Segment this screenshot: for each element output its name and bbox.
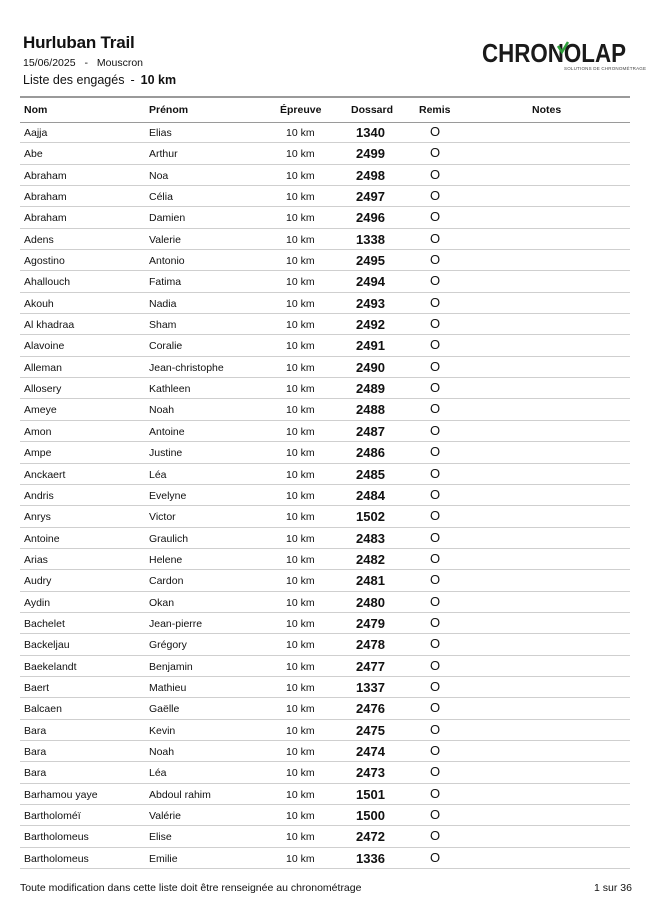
- cell-epreuve: 10 km: [286, 553, 315, 566]
- cell-prenom: Kevin: [149, 724, 176, 737]
- cell-nom: Abraham: [24, 169, 67, 182]
- cell-prenom: Evelyne: [149, 489, 187, 502]
- cell-prenom: Damien: [149, 212, 186, 225]
- cell-epreuve: 10 km: [286, 191, 315, 204]
- cell-remis-mark: O: [430, 124, 441, 139]
- cell-prenom: Graulich: [149, 532, 189, 545]
- cell-nom: Backeljau: [24, 639, 70, 652]
- cell-prenom: Grégory: [149, 639, 187, 652]
- cell-epreuve: 10 km: [286, 745, 315, 758]
- cell-remis-mark: O: [430, 700, 441, 716]
- cell-prenom: Mathieu: [149, 681, 187, 694]
- table-row: [20, 271, 630, 292]
- cell-epreuve: 10 km: [286, 681, 315, 694]
- cell-prenom: Noah: [149, 745, 175, 758]
- cell-nom: Alleman: [24, 361, 62, 374]
- cell-nom: Audry: [24, 575, 52, 588]
- logo-wordmark: CHRONOLAP: [482, 38, 626, 68]
- table-row: [20, 762, 630, 783]
- cell-dossard: 2490: [356, 359, 385, 375]
- cell-remis-mark: O: [430, 337, 441, 353]
- cell-dossard: 2497: [356, 189, 385, 205]
- cell-remis-mark: O: [430, 807, 441, 822]
- footer-note: Toute modification dans cette liste doit être renseignée au chronométrage: [20, 882, 362, 894]
- cell-prenom: Justine: [149, 447, 183, 460]
- cell-prenom: Coralie: [149, 340, 183, 353]
- cell-epreuve: 10 km: [286, 404, 315, 417]
- table-row: [20, 122, 630, 143]
- cell-remis-mark: O: [430, 785, 441, 801]
- event-date: 15/06/2025: [23, 57, 76, 69]
- table-row: [20, 357, 630, 378]
- table-row: [20, 143, 630, 164]
- table-row: [20, 528, 630, 549]
- cell-epreuve: 10 km: [286, 810, 315, 822]
- cell-prenom: Léa: [149, 468, 167, 481]
- cell-epreuve: 10 km: [286, 489, 315, 502]
- table-row: [20, 741, 630, 762]
- cell-nom: Anrys: [24, 511, 51, 524]
- cell-epreuve: 10 km: [286, 212, 315, 225]
- cell-remis-mark: O: [430, 614, 441, 630]
- table-row: [20, 207, 630, 228]
- table-row: [20, 378, 630, 399]
- cell-dossard: 2480: [356, 594, 385, 610]
- cell-dossard: 1340: [356, 125, 385, 140]
- header-remis: Remis: [419, 104, 451, 116]
- event-location: Mouscron: [96, 57, 144, 69]
- cell-epreuve: 10 km: [286, 255, 315, 268]
- cell-dossard: 2492: [356, 317, 385, 333]
- table-header: [20, 98, 630, 123]
- cell-prenom: Sham: [149, 319, 177, 332]
- cell-epreuve: 10 km: [286, 148, 315, 161]
- cell-nom: Abe: [24, 148, 43, 161]
- cell-prenom: Antonio: [149, 255, 185, 268]
- cell-remis-mark: O: [430, 529, 441, 545]
- table-row: [20, 613, 630, 634]
- cell-epreuve: 10 km: [286, 852, 315, 865]
- cell-remis-mark: O: [430, 678, 441, 694]
- cell-remis-mark: O: [430, 316, 441, 332]
- cell-dossard: 1337: [356, 679, 385, 695]
- cell-epreuve: 10 km: [286, 639, 315, 652]
- cell-nom: Abraham: [24, 191, 67, 204]
- cell-dossard: 2496: [356, 210, 385, 226]
- cell-nom: Barhamou yaye: [24, 788, 98, 801]
- table-row: [20, 570, 630, 591]
- cell-nom: Anckaert: [24, 468, 66, 481]
- cell-prenom: Helene: [149, 553, 183, 566]
- cell-nom: Bara: [24, 724, 47, 737]
- cell-remis-mark: O: [430, 465, 441, 481]
- cell-remis-mark: O: [430, 486, 441, 502]
- cell-epreuve: 10 km: [286, 169, 315, 182]
- logo-tagline: SOLUTIONS DE CHRONOMÉTRAGE: [564, 66, 647, 71]
- cell-epreuve: 10 km: [286, 319, 315, 332]
- table-row: [20, 506, 630, 527]
- cell-epreuve: 10 km: [286, 276, 315, 289]
- cell-nom: Amon: [24, 425, 52, 438]
- cell-epreuve: 10 km: [286, 831, 315, 844]
- cell-remis-mark: O: [430, 294, 441, 310]
- cell-dossard: 2489: [356, 381, 385, 397]
- cell-nom: Ampe: [24, 447, 52, 460]
- cell-prenom: Célia: [149, 191, 173, 204]
- cell-prenom: Elise: [149, 831, 172, 844]
- header-epreuve: Épreuve: [280, 104, 322, 116]
- cell-dossard: 2498: [356, 167, 385, 183]
- cell-nom: Alavoine: [24, 340, 65, 353]
- cell-prenom: Victor: [149, 511, 176, 524]
- cell-remis-mark: O: [430, 657, 441, 673]
- cell-dossard: 2481: [356, 573, 385, 589]
- table-row: [20, 656, 630, 677]
- cell-prenom: Jean-pierre: [149, 617, 203, 630]
- header-nom: Nom: [24, 104, 48, 116]
- cell-prenom: Léa: [149, 767, 167, 780]
- cell-nom: Allosery: [24, 383, 62, 396]
- cell-remis-mark: O: [430, 188, 441, 204]
- table-row: [20, 335, 630, 356]
- cell-epreuve: 10 km: [286, 383, 315, 396]
- race-name: 10 km: [140, 73, 177, 87]
- cell-nom: Ameye: [24, 404, 57, 417]
- cell-dossard: 2484: [356, 487, 385, 503]
- cell-remis-mark: O: [430, 593, 441, 609]
- cell-nom: Bachelet: [24, 617, 65, 630]
- list-separator: -: [130, 73, 135, 87]
- header-notes: Notes: [532, 104, 562, 116]
- cell-epreuve: 10 km: [286, 297, 315, 310]
- cell-remis-mark: O: [430, 444, 441, 460]
- cell-dossard: 2485: [356, 466, 385, 482]
- cell-remis-mark: O: [430, 380, 441, 396]
- cell-epreuve: 10 km: [286, 425, 315, 438]
- cell-epreuve: 10 km: [286, 511, 315, 524]
- cell-nom: Baekelandt: [24, 660, 77, 673]
- cell-prenom: Abdoul rahim: [149, 788, 211, 801]
- cell-remis-mark: O: [430, 358, 441, 374]
- cell-prenom: Nadia: [149, 297, 177, 310]
- cell-epreuve: 10 km: [286, 127, 315, 139]
- cell-epreuve: 10 km: [286, 340, 315, 353]
- cell-dossard: 2474: [356, 743, 385, 759]
- list-subtitle: [23, 73, 176, 87]
- event-title: Hurluban Trail: [23, 33, 135, 52]
- cell-epreuve: 10 km: [286, 660, 315, 673]
- table-row: [20, 442, 630, 463]
- cell-dossard: 2478: [356, 637, 385, 653]
- table-row: [20, 165, 630, 186]
- cell-remis-mark: O: [430, 145, 441, 161]
- cell-epreuve: 10 km: [286, 233, 315, 246]
- cell-remis-mark: O: [430, 572, 441, 588]
- cell-epreuve: 10 km: [286, 596, 315, 609]
- cell-prenom: Benjamin: [149, 660, 193, 673]
- cell-dossard: 2494: [356, 274, 385, 290]
- cell-remis-mark: O: [430, 166, 441, 182]
- cell-nom: Agostino: [24, 255, 65, 268]
- cell-dossard: 2483: [356, 530, 385, 546]
- cell-nom: Ahallouch: [24, 276, 71, 289]
- meta-separator: -: [84, 57, 88, 69]
- cell-nom: Antoine: [24, 532, 60, 545]
- cell-dossard: 2476: [356, 701, 385, 717]
- chronolap-logo: [480, 38, 647, 74]
- header-prenom: Prénom: [149, 104, 189, 116]
- cell-dossard: 2491: [356, 338, 385, 354]
- cell-dossard: 2482: [356, 551, 385, 567]
- cell-prenom: Fatima: [149, 276, 182, 289]
- cell-remis-mark: O: [430, 209, 441, 225]
- cell-epreuve: 10 km: [286, 703, 315, 716]
- cell-prenom: Noa: [149, 169, 169, 182]
- cell-remis-mark: O: [430, 828, 441, 844]
- cell-remis-mark: O: [430, 422, 441, 438]
- cell-epreuve: 10 km: [286, 468, 315, 481]
- table-row: [20, 421, 630, 442]
- cell-prenom: Okan: [149, 596, 175, 609]
- cell-prenom: Kathleen: [149, 383, 191, 396]
- cell-dossard: 2493: [356, 295, 385, 311]
- cell-epreuve: 10 km: [286, 767, 315, 780]
- cell-nom: Bartholoméï: [24, 810, 81, 822]
- cell-dossard: 2487: [356, 423, 385, 439]
- cell-remis-mark: O: [430, 721, 441, 737]
- cell-nom: Akouh: [24, 297, 54, 310]
- table-row: [20, 805, 630, 826]
- cell-prenom: Arthur: [149, 148, 178, 161]
- cell-nom: Abraham: [24, 212, 67, 225]
- list-label: Liste des engagés: [23, 73, 125, 87]
- cell-nom: Bara: [24, 745, 47, 758]
- cell-nom: Arias: [24, 553, 48, 566]
- cell-remis-mark: O: [430, 230, 441, 246]
- cell-dossard: 1502: [356, 509, 385, 525]
- cell-prenom: Gaëlle: [149, 703, 180, 716]
- cell-remis-mark: O: [430, 636, 441, 652]
- table-row: [20, 848, 630, 869]
- cell-nom: Bara: [24, 767, 47, 780]
- cell-prenom: Emilie: [149, 852, 178, 865]
- table-row: [20, 186, 630, 207]
- table-row: [20, 634, 630, 655]
- table-row: [20, 720, 630, 741]
- cell-nom: Balcaen: [24, 703, 62, 716]
- cell-nom: Aydin: [24, 596, 51, 609]
- table-row: [20, 784, 630, 805]
- table-row: [20, 250, 630, 271]
- table-row: [20, 698, 630, 719]
- cell-epreuve: 10 km: [286, 447, 315, 460]
- cell-nom: Bartholomeus: [24, 852, 89, 865]
- cell-nom: Bartholomeus: [24, 831, 89, 844]
- cell-remis-mark: O: [430, 550, 441, 566]
- cell-nom: Andris: [24, 489, 54, 502]
- event-meta: [23, 57, 149, 69]
- cell-dossard: 1500: [356, 808, 385, 823]
- table-row: [20, 293, 630, 314]
- cell-prenom: Valérie: [149, 810, 181, 822]
- table-row: [20, 592, 630, 613]
- cell-dossard: 2486: [356, 445, 385, 461]
- cell-dossard: 1501: [356, 786, 385, 802]
- cell-dossard: 2499: [356, 146, 385, 162]
- cell-prenom: Noah: [149, 404, 175, 417]
- cell-remis-mark: O: [430, 252, 441, 268]
- table-row: [20, 314, 630, 335]
- cell-dossard: 2472: [356, 829, 385, 845]
- cell-prenom: Antoine: [149, 425, 185, 438]
- cell-prenom: Valerie: [149, 233, 181, 246]
- cell-dossard: 2477: [356, 658, 385, 674]
- header-dossard: Dossard: [351, 104, 394, 116]
- cell-epreuve: 10 km: [286, 788, 315, 801]
- cell-dossard: 2488: [356, 402, 385, 418]
- cell-remis-mark: O: [430, 401, 441, 417]
- cell-dossard: 2495: [356, 253, 385, 269]
- cell-dossard: 1338: [356, 231, 385, 247]
- table-row: [20, 826, 630, 847]
- cell-prenom: Cardon: [149, 575, 184, 588]
- cell-prenom: Elias: [149, 127, 172, 139]
- table-row: [20, 677, 630, 698]
- cell-dossard: 2475: [356, 722, 385, 738]
- table-row: [20, 485, 630, 506]
- table-row: [20, 229, 630, 250]
- table-row: [20, 549, 630, 570]
- cell-nom: Aajja: [24, 127, 48, 139]
- cell-remis-mark: O: [430, 742, 441, 758]
- table-row: [20, 399, 630, 420]
- cell-remis-mark: O: [430, 764, 441, 780]
- cell-dossard: 2479: [356, 615, 385, 631]
- cell-epreuve: 10 km: [286, 361, 315, 374]
- page-number: 1 sur 36: [594, 882, 632, 894]
- cell-dossard: 1336: [356, 850, 385, 866]
- cell-dossard: 2473: [356, 765, 385, 781]
- table-row: [20, 464, 630, 485]
- cell-epreuve: 10 km: [286, 617, 315, 630]
- cell-nom: Baert: [24, 681, 50, 694]
- cell-nom: Al khadraa: [24, 319, 75, 332]
- entrants-table: [20, 122, 630, 869]
- cell-epreuve: 10 km: [286, 724, 315, 737]
- cell-prenom: Jean-christophe: [149, 361, 224, 374]
- cell-remis-mark: O: [430, 273, 441, 289]
- cell-epreuve: 10 km: [286, 532, 315, 545]
- cell-epreuve: 10 km: [286, 575, 315, 588]
- cell-remis-mark: O: [430, 508, 441, 524]
- cell-nom: Adens: [24, 233, 54, 246]
- cell-remis-mark: O: [430, 849, 441, 865]
